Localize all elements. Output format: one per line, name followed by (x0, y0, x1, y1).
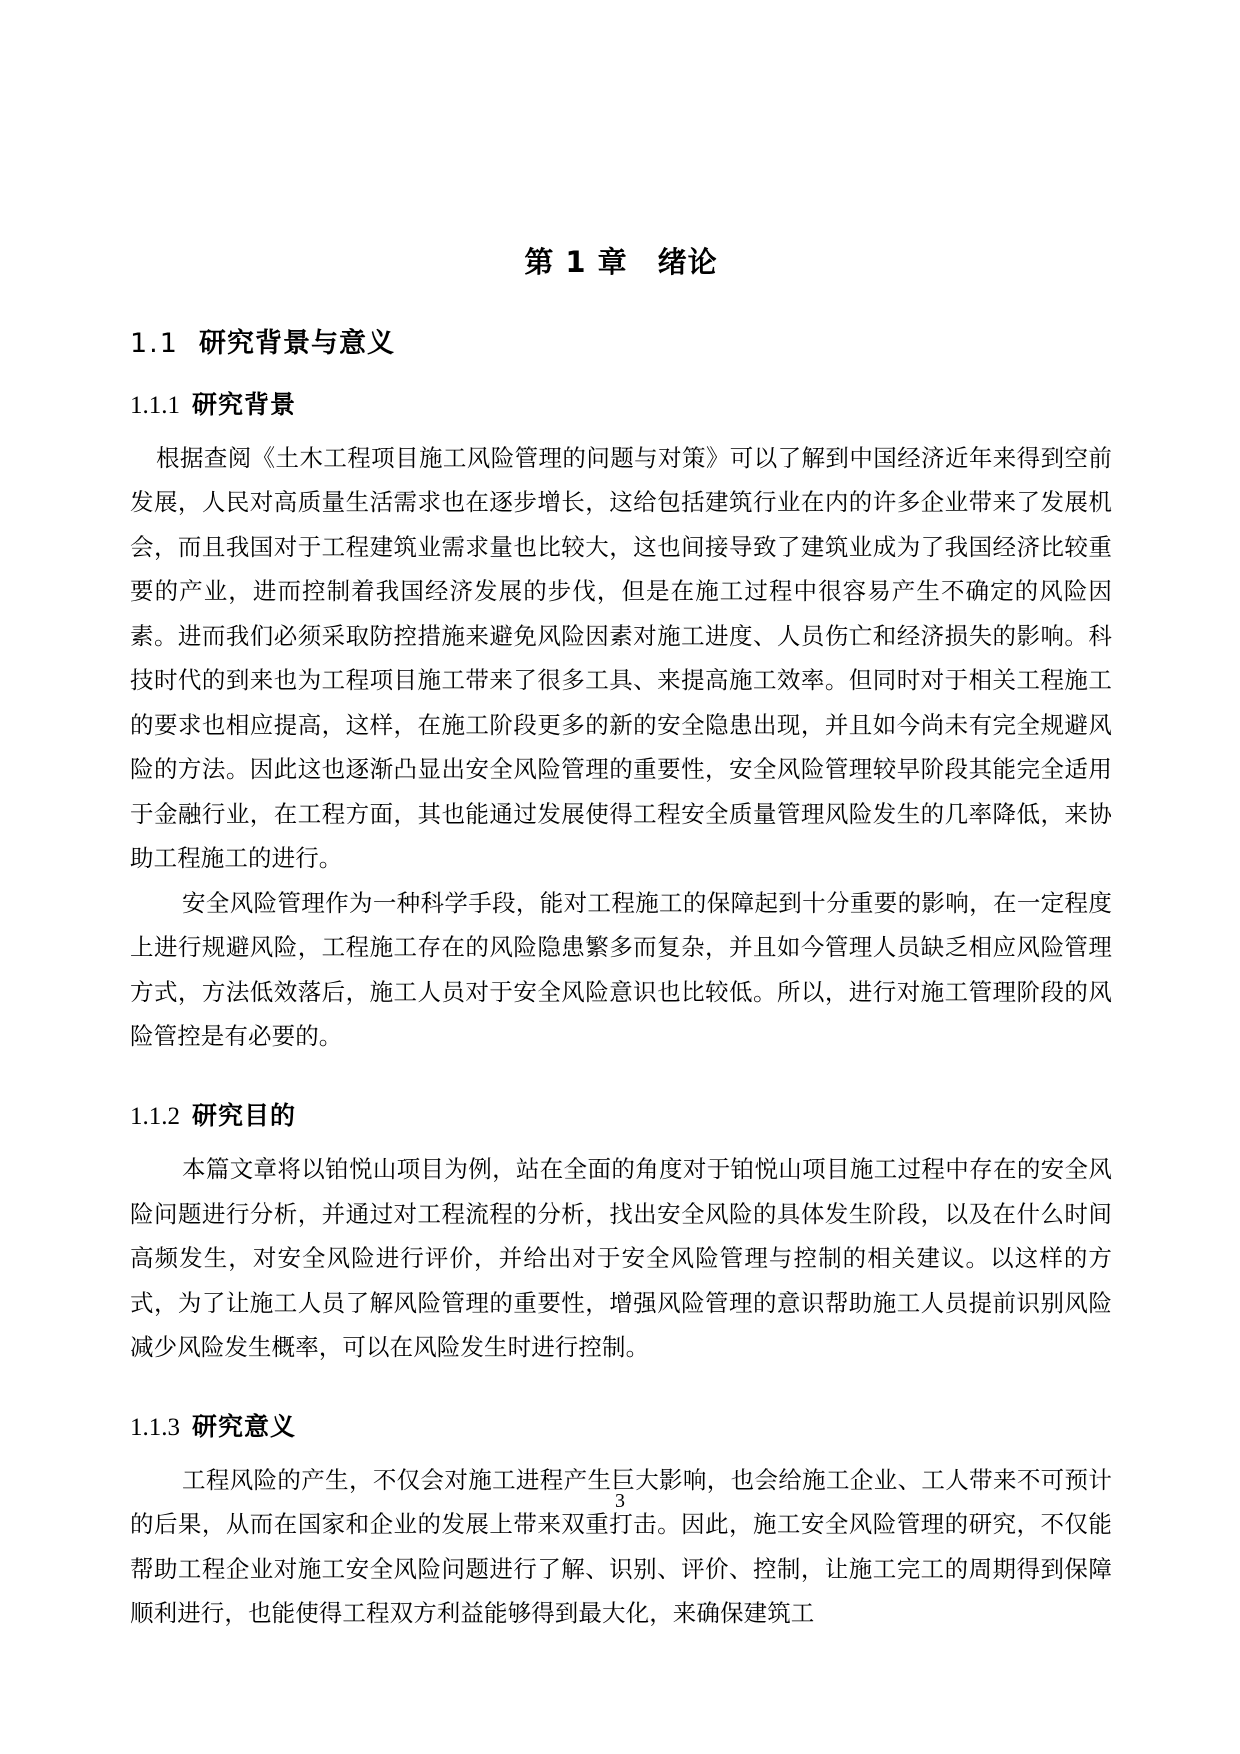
paragraph: 根据查阅《土木工程项目施工风险管理的问题与对策》可以了解到中国经济近年来得到空前发展，人民对高质量生活需求也在逐步增长，这给包括建筑行业在内的许多企业带来了发展机会，而且我国对于工程建筑业需求量也比较大，这也间接导致了建筑业成为了我国经济比较重要的产业，进而控制着我国经济发展的步伐，但是在施工过程中很容易产生不确定的风险因素。进而我们必须采取防控措施来避免风险因素对施工进度、人员伤亡和经济损失的影响。科技时代的到来也为工程项目施工带来了很多工具、来提高施工效率。但同时对于相关工程施工的要求也相应提高，这样，在施工阶段更多的新的安全隐患出现，并且如今尚未有完全规避风险的方法。因此这也逐渐凸显出安全风险管理的重要性，安全风险管理较早阶段其能完全适用于金融行业，在工程方面，其也能通过发展使得工程安全质量管理风险发生的几率降低，来协助工程施工的进行。 (130, 445, 1112, 873)
page-number: 3 (615, 1490, 625, 1512)
subsection-number: 1.1.3 (130, 1413, 180, 1441)
section-heading-1-1 (130, 280, 1112, 361)
subsection-heading-1-1-1 (130, 361, 1112, 421)
paragraph: 本篇文章将以铂悦山项目为例，站在全面的角度对于铂悦山项目施工过程中存在的安全风险问题进行分析，并通过对工程流程的分析，找出安全风险的具体发生阶段，以及在什么时间高频发生，对安全风险进行评价，并给出对于安全风险管理与控制的相关建议。以这样的方式，为了让施工人员了解风险管理的重要性，增强风险管理的意识帮助施工人员提前识别风险减少风险发生概率，可以在风险发生时进行控制。 (130, 1157, 1112, 1362)
subsection-number: 1.1.1 (130, 391, 180, 419)
chapter-title: 第 1 章 绪论 (524, 245, 718, 279)
subsection-number: 1.1.2 (130, 1102, 180, 1130)
section-title: 研究背景与意义 (198, 327, 395, 359)
subsection-heading-1-1-2 (130, 1060, 1112, 1132)
subsection-title: 研究意义 (192, 1411, 297, 1441)
paragraph: 工程风险的产生，不仅会对施工进程产生巨大影响，也会给施工企业、工人带来不可预计的后果，从而在国家和企业的发展上带来双重打击。因此，施工安全风险管理的研究，不仅能帮助工程企业对施工安全风险问题进行了解、识别、评价、控制，让施工完工的周期得到保障顺利进行，也能使得工程双方利益能够得到最大化，来确保建筑工 (130, 1467, 1112, 1628)
paragraph: 安全风险管理作为一种科学手段，能对工程施工的保障起到十分重要的影响，在一定程度上进行规避风险，工程施工存在的风险隐患繁多而复杂，并且如今管理人员缺乏相应风险管理方式，方法低效落后，施工人员对于安全风险意识也比较低。所以，进行对施工管理阶段的风险管控是有必要的。 (130, 890, 1112, 1051)
page-content (130, 0, 1112, 1637)
subsection-title: 研究目的 (192, 1100, 297, 1130)
subsection-heading-1-1-3 (130, 1371, 1112, 1443)
subsection-title: 研究背景 (192, 389, 297, 419)
section-number: 1.1 (130, 327, 179, 359)
